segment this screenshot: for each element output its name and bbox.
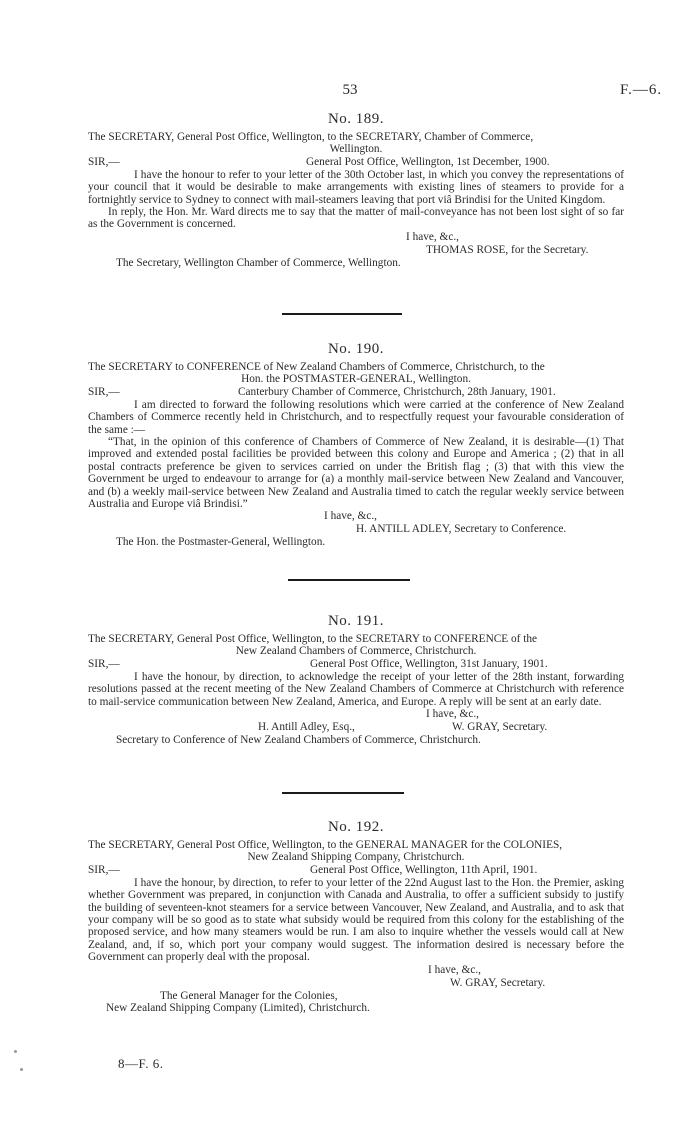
signature: W. GRAY, Secretary. — [450, 976, 546, 989]
recipient-name: H. Antill Adley, Esq., — [258, 721, 355, 734]
addressee-cont: New Zealand Shipping Company (Limited), Christchurch. — [106, 1002, 370, 1015]
letter-189 — [88, 110, 624, 269]
document-reference: F.—6. — [620, 82, 663, 98]
signature-row — [88, 244, 624, 257]
paragraph: I am directed to forward the following resolutions which were carried at the conference of New Zealand Chambers of Commerce recently held in Christchurch, and to respectfully request your favourable consideration of the same :— — [88, 398, 624, 436]
salutation-row — [88, 386, 624, 399]
closing: I have, &c., — [426, 708, 480, 721]
section-divider — [282, 313, 402, 315]
closing-row — [88, 510, 624, 523]
page-number: 53 — [342, 82, 358, 98]
salutation: SIR,— — [88, 155, 120, 168]
paragraph: I have the honour, by direction, to refer to your letter of the 22nd August last to the Hon. the Premier, asking whether Government was prepared, in conjunction with Canada and Australia, to offer a sufficient subsidy to justify the building of seventeen-knot steamers for a service between Vancouver, New Zealand, and Australia, and to ask that your company will be so good as to state what subsidy would be required from this colony for the establishing of the proposed service, and how many steamers would be run. I am also to inquire whether the vessels would call at New Zealand, and, if so, which port your company would suggest. The information desired is necessary before the Government can properly deal with the proposal. — [88, 876, 624, 964]
letter-192 — [88, 818, 624, 1014]
letter-heading: The SECRETARY, General Post Office, Wellington, to the GENERAL MANAGER for the COLONIES, — [88, 839, 563, 851]
letter-heading-cont: Wellington. — [329, 143, 383, 156]
addressee: The General Manager for the Colonies, — [160, 989, 338, 1002]
signature-row — [88, 977, 624, 990]
signature: H. ANTILL ADLEY, Secretary to Conference. — [356, 523, 567, 536]
letter-heading-cont: New Zealand Shipping Company, Christchurch. — [247, 851, 465, 864]
signature-row — [88, 523, 624, 536]
salutation-row — [88, 156, 624, 169]
place-date: General Post Office, Wellington, 1st December, 1900. — [306, 155, 550, 168]
addressee: The Secretary, Wellington Chamber of Commerce, Wellington. — [116, 256, 401, 269]
paragraph: “That, in the opinion of this conference of Chambers of Commerce of New Zealand, it is desirable—(1) That improved and extended postal facilities be provided between this colony and Europe and America ; (2) that in all postal contracts preference be given to services carried on under the British flag ; (3) that with this view the Government be urged to endeavour to arrange for (a) a monthly mail-service between New Zealand and Vancouver, and (b) a weekly mail-service between New Zealand and Australia timed to catch the regular weekly service between Australia and Europe viâ Brindisi.” — [88, 436, 624, 511]
scan-speck — [14, 1050, 17, 1053]
letter-heading-cont: Hon. the POSTMASTER-GENERAL, Wellington. — [241, 373, 471, 386]
letter-heading: The SECRETARY, General Post Office, Wellington, to the SECRETARY, Chamber of Commerce, — [88, 131, 534, 143]
letter-heading-cont: New Zealand Chambers of Commerce, Christchurch. — [235, 645, 477, 658]
paragraph: I have the honour, by direction, to acknowledge the receipt of your letter of the 28th instant, forwarding resolutions passed at the recent meeting of the New Zealand Chambers of Commerce at Christchurch with reference to mail-service communication between New Zealand, America, and Europe. A reply will be sent at an early date. — [88, 670, 624, 708]
salutation: SIR,— — [88, 385, 120, 398]
closing-row — [88, 231, 624, 244]
section-divider — [288, 579, 410, 581]
letter-number: No. 190. — [327, 341, 385, 357]
signature-mark: 8—F. 6. — [118, 1056, 164, 1071]
signature: W. GRAY, Secretary. — [452, 721, 548, 734]
scan-speck — [20, 1068, 23, 1071]
letter-number: No. 192. — [327, 819, 385, 835]
letter-191 — [88, 612, 624, 746]
place-date: General Post Office, Wellington, 31st January, 1901. — [310, 657, 548, 670]
paragraph: In reply, the Hon. Mr. Ward directs me to say that the matter of mail-conveyance has not been lost sight of so far as the Government is concerned. — [88, 206, 624, 231]
closing-row — [88, 708, 624, 721]
paragraph: I have the honour to refer to your letter of the 30th October last, in which you convey the representations of your council that it would be desirable to make arrangements with existing lines of steamers to provide for a fortnightly service to Sydney to connect with mail-steamers leaving that port viâ Brindisi for the United Kingdom. — [88, 168, 624, 206]
closing: I have, &c., — [324, 510, 378, 523]
closing-row — [88, 964, 624, 977]
addressee: The Hon. the Postmaster-General, Wellington. — [116, 536, 326, 549]
place-date: Canterbury Chamber of Commerce, Christchurch, 28th January, 1901. — [238, 385, 556, 398]
signature: THOMAS ROSE, for the Secretary. — [426, 243, 589, 256]
letter-number: No. 191. — [327, 613, 385, 629]
letter-number: No. 189. — [327, 111, 385, 127]
section-divider — [282, 792, 404, 794]
letter-heading: The SECRETARY to CONFERENCE of New Zealand Chambers of Commerce, Christchurch, to the — [88, 361, 545, 373]
place-date: General Post Office, Wellington, 11th April, 1901. — [310, 863, 538, 876]
salutation-row — [88, 658, 624, 671]
closing: I have, &c., — [428, 963, 482, 976]
salutation: SIR,— — [88, 657, 120, 670]
letter-heading: The SECRETARY, General Post Office, Wellington, to the SECRETARY to CONFERENCE of the — [88, 633, 538, 645]
salutation: SIR,— — [88, 863, 120, 876]
letter-190 — [88, 340, 624, 549]
recipient-signature-row — [88, 721, 624, 734]
closing: I have, &c., — [406, 230, 460, 243]
salutation-row — [88, 864, 624, 877]
addressee: Secretary to Conference of New Zealand Chambers of Commerce, Christchurch. — [116, 734, 481, 747]
